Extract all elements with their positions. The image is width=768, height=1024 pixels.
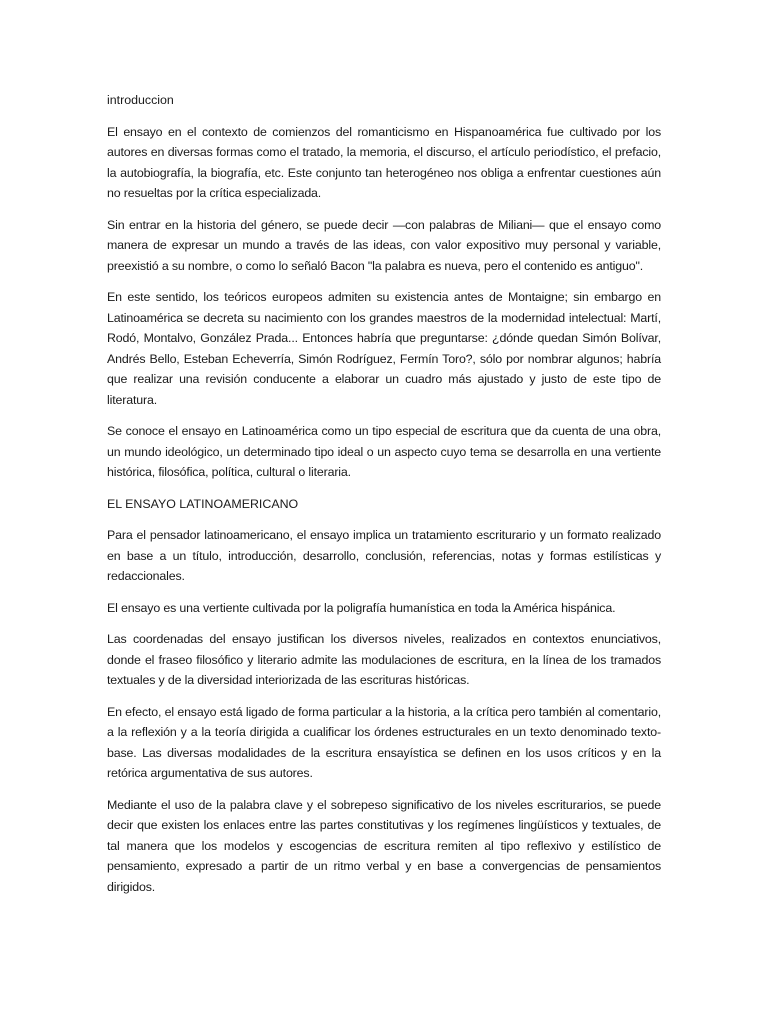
paragraph-intro-4: Se conoce el ensayo en Latinoamérica como un tipo especial de escritura que da cuenta de una obra, un mundo ideológico, un determinado tipo ideal o un aspecto cuyo tema se desarrolla en una vertiente histórica, filosófica, política, cultural o literaria.	[107, 424, 661, 479]
paragraph-section-2: El ensayo es una vertiente cultivada por la poligrafía humanística en toda la América hispánica.	[107, 600, 616, 615]
document-page	[107, 90, 661, 908]
section-heading: EL ENSAYO LATINOAMERICANO	[107, 496, 299, 511]
paragraph-section-3: Las coordenadas del ensayo justifican los diversos niveles, realizados en contextos enunciativos, donde el fraseo filosófico y literario admite las modulaciones de escritura, en la línea de los tramados textuales y de la diversidad interiorizada de las escrituras históricas.	[107, 632, 661, 687]
paragraph-section-1: Para el pensador latinoamericano, el ensayo implica un tratamiento escriturario y un formato realizado en base a un título, introducción, desarrollo, conclusión, referencias, notas y formas estilísticas y redaccionales.	[107, 528, 661, 583]
paragraph-section-4: En efecto, el ensayo está ligado de forma particular a la historia, a la crítica pero también al comentario, a la reflexión y a la teoría dirigida a cualificar los órdenes estructurales en un texto denominado texto-base. Las diversas modalidades de la escritura ensayística se definen en los usos críticos y en la retórica argumentativa de sus autores.	[107, 704, 661, 780]
paragraph-section-5: Mediante el uso de la palabra clave y el sobrepeso significativo de los niveles escriturarios, se puede decir que existen los enlaces entre las partes constitutivas y los regímenes lingüísticos y textuales, de tal manera que los modelos y escogencias de escritura remiten al tipo reflexivo y estilístico de pensamiento, expresado a partir de un ritmo verbal y en base a convergencias de pensamientos dirigidos.	[107, 797, 661, 894]
paragraph-intro-2: Sin entrar en la historia del género, se puede decir —con palabras de Miliani— que el ensayo como manera de expresar un mundo a través de las ideas, con valor expositivo muy personal y variable, preexistió a su nombre, o como lo señaló Bacon "la palabra es nueva, pero el contenido es antiguo".	[107, 217, 661, 273]
paragraph-intro-1: El ensayo en el contexto de comienzos del romanticismo en Hispanoamérica fue cultivado por los autores en diversas formas como el tratado, la memoria, el discurso, el artículo periodístico, el prefacio, la autobiografía, la biografía, etc. Este conjunto tan heterogéneo nos obliga a enfrentar cuestiones aún no resueltas por la crítica especializada.	[107, 124, 661, 200]
paragraph-intro-3: En este sentido, los teóricos europeos admiten su existencia antes de Montaigne; sin embargo en Latinoamérica se decreta su nacimiento con los grandes maestros de la modernidad intelectual: Martí, Rodó, Montalvo, González Prada... Entonces habría que preguntarse: ¿dónde quedan Simón Bolívar, Andrés Bello, Esteban Echeverría, Simón Rodríguez, Fermín Toro?, sólo por nombrar algunos; habría que realizar una revisión conducente a elaborar un cuadro más ajustado y justo de este tipo de literatura.	[107, 290, 661, 407]
document-title: introduccion	[107, 93, 174, 107]
